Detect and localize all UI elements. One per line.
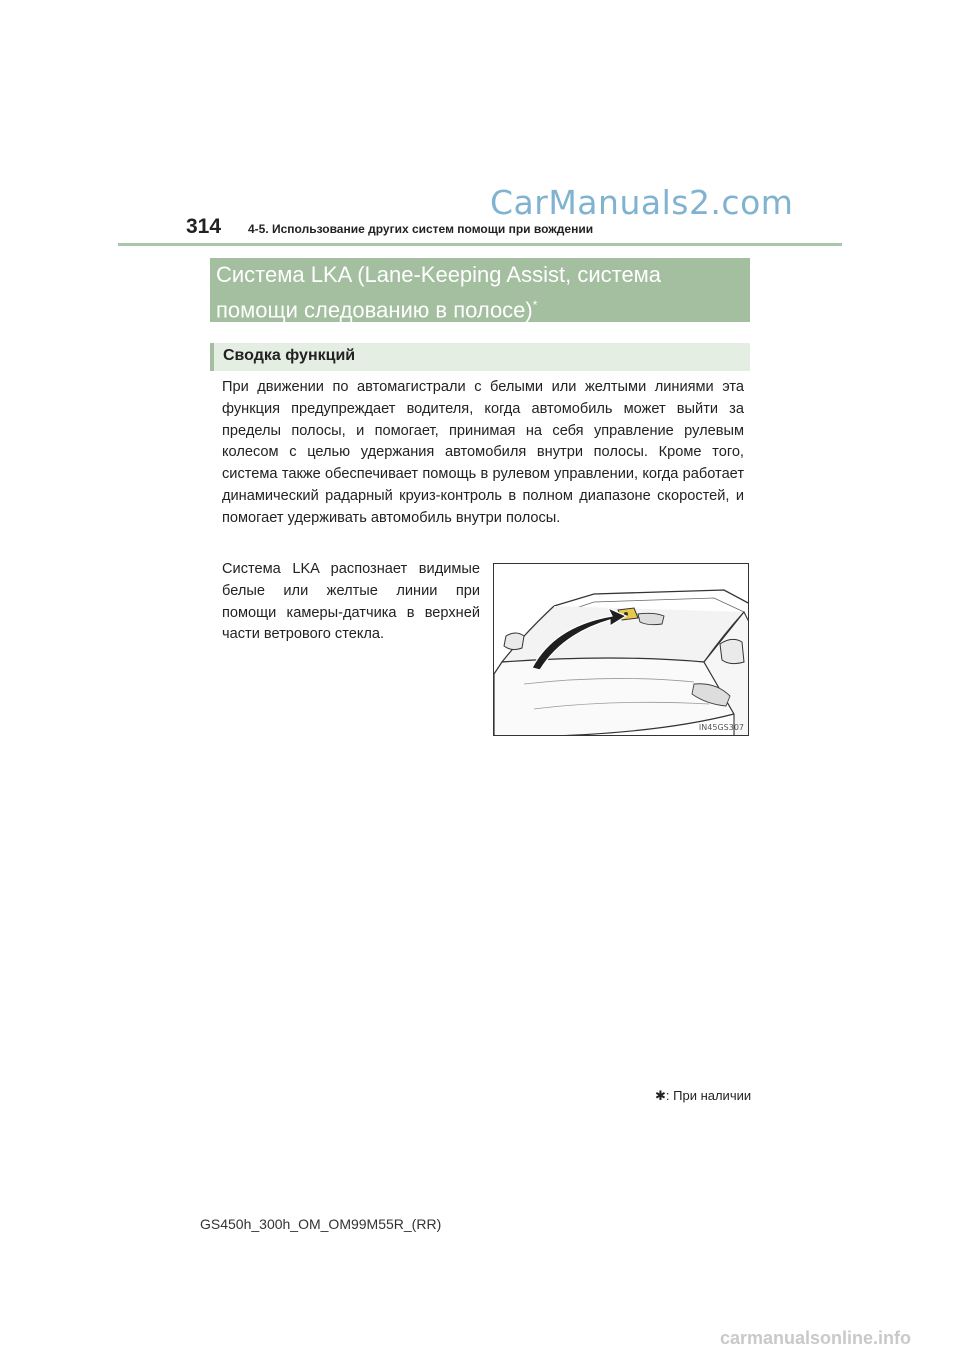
section-header: 4-5. Использование других систем помощи при вождении <box>248 222 594 236</box>
page-number: 314 <box>186 215 222 238</box>
header-rule <box>118 243 842 246</box>
car-windshield-camera-illustration <box>494 564 749 736</box>
title-marker: * <box>532 298 538 312</box>
subsection-box <box>210 343 750 371</box>
figure-code: IN45GS307 <box>698 723 744 732</box>
page-title <box>216 260 746 325</box>
page-title-text: Система LKA (Lane-Keeping Assist, система помощи следованию в полосе) <box>216 262 662 323</box>
paragraph-1: При движении по автомагистрали с белыми или желтыми линиями эта функция предупреждает водителя, когда автомобиль может выйти за пределы полосы, и помогает, принимая на себя управление рулевым колесом с целью удержания автомобиля внутри полосы. Кроме того, система также обеспечивает помощь в рулевом управлении, когда работает динамический радарный круиз-контроль в полном диапазоне скоростей, и помогает удерживать автомобиль внутри полосы. <box>222 379 744 526</box>
subsection-bar <box>210 343 214 371</box>
figure-car-windshield <box>493 563 749 736</box>
footer-code: GS450h_300h_OM_OM99M55R_(RR) <box>200 1216 442 1232</box>
subsection-title: Сводка функций <box>223 347 356 364</box>
watermark-top: CarManuals2.com <box>490 183 794 222</box>
watermark-bottom: carmanualsonline.info <box>720 1328 912 1348</box>
paragraph-2: Система LKA распознает видимые белые или желтые линии при помощи камеры-датчика в верхней части ветрового стекла. <box>222 561 480 643</box>
title-box <box>210 258 750 322</box>
footnote: ✱: При наличии <box>655 1088 752 1103</box>
